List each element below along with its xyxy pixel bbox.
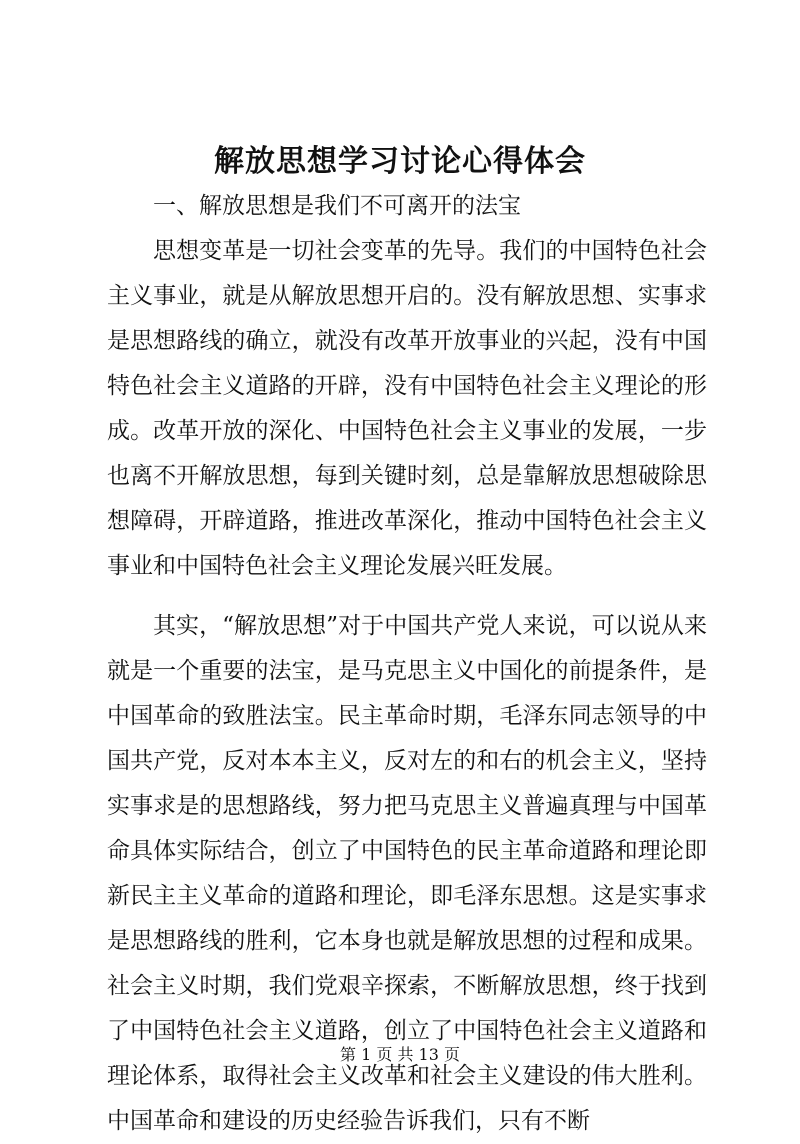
paragraph-1: 思想变革是一切社会变革的先导。我们的中国特色社会主义事业，就是从解放思想开启的。没有解放思想、实事求是思想路线的确立，就没有改革开放事业的兴起，没有中国特色社会主义道路的开辟，没有中国特色社会主义理论的形成。改革开放的深化、中国特色社会主义事业的发展，一步也离不开解放思想，每到关键时刻，总是靠解放思想破除思想障碍，开辟道路，推进改革深化，推动中国特色社会主义事业和中国特色社会主义理论发展兴旺发展。 <box>107 238 707 579</box>
page-footer: 第 1 页 共 13 页 <box>340 1045 460 1064</box>
paragraph-2: 其实，“解放思想”对于中国共产党人来说，可以说从来就是一个重要的法宝，是马克思主义中国化的前提条件，是中国革命的致胜法宝。民主革命时期，毛泽东同志领导的中国共产党，反对本本主义，反对左的和右的机会主义，坚持实事求是的思想路线，努力把马克思主义普遍真理与中国革命具体实际结合，创立了中国特色的民主革命道路和理论即新民主主义革命的道路和理论，即毛泽东思想。这是实事求是思想路线的胜利，它本身也就是解放思想的过程和成果。社会主义时期，我们党艰辛探索，不断解放思想，终于找到了中国特色社会主义道路，创立了中国特色社会主义道路和理论体系，取得社会主义改革和社会主义建设的伟大胜利。中国革命和建设的历史经验告诉我们，只有不断 <box>107 613 707 1134</box>
section-heading: 一、解放思想是我们不可离开的法宝 <box>153 193 521 219</box>
document-body <box>107 184 707 1144</box>
document-title: 解放思想学习讨论心得体会 <box>214 144 586 179</box>
